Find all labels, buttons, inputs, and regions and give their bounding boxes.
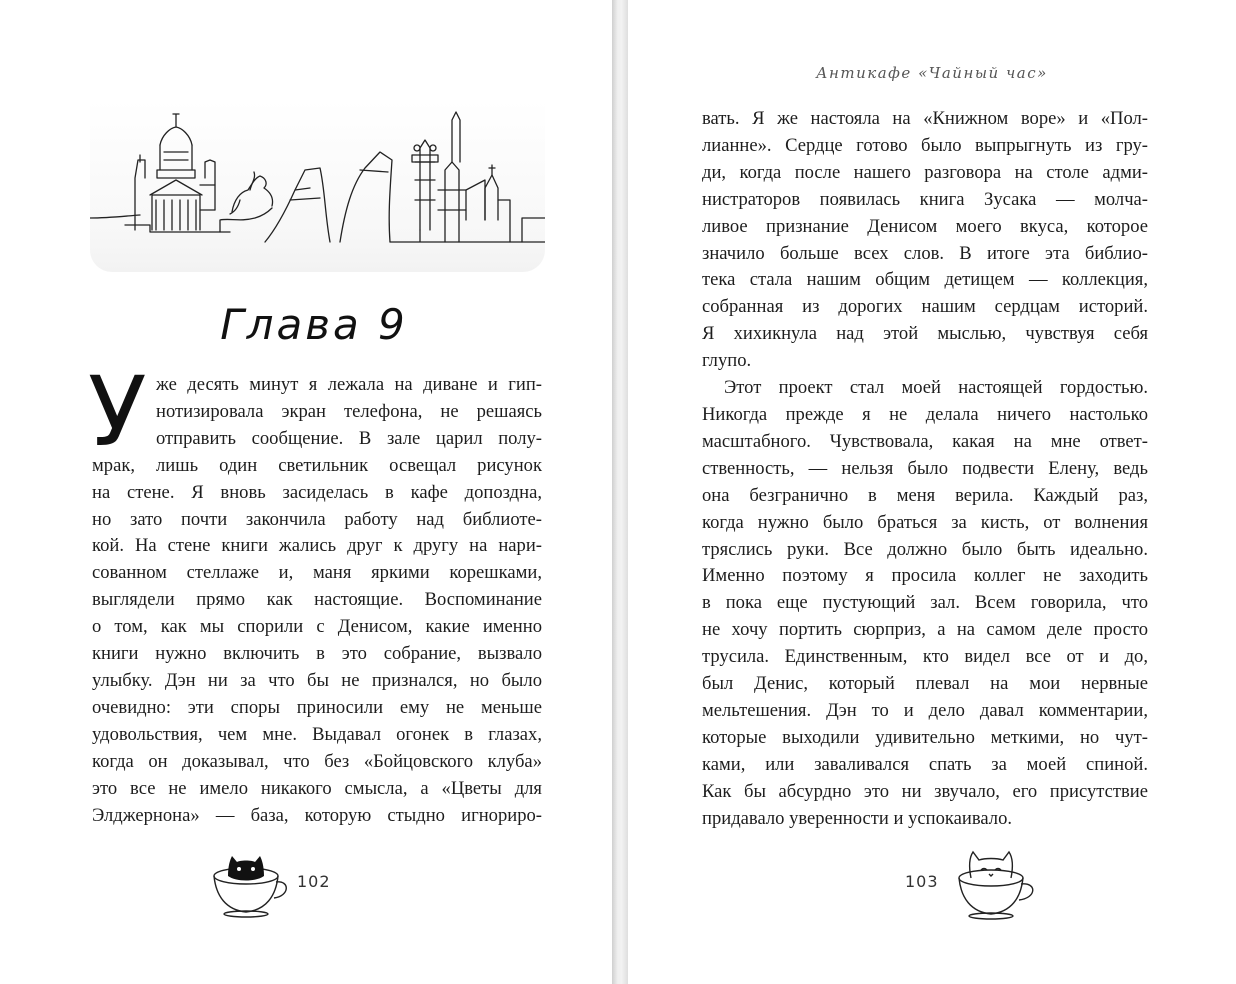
- text-line: ственность, — нельзя было подвести Елену, ведь: [702, 457, 1148, 479]
- page-number-right: 103: [905, 872, 939, 891]
- left-page: [0, 0, 612, 984]
- text-line: лианне». Сердце готово было выпрыгнуть из гру-: [702, 134, 1148, 156]
- text-line: Как бы абсурдно это ни звучало, его присутствие: [702, 780, 1148, 802]
- text-line: ливое признание Денисом моего вкуса, которое: [702, 215, 1148, 237]
- text-line: мельтешения. Дэн то и дело давал комментарии,: [702, 699, 1148, 721]
- text-line: масштабного. Чувствовала, какая на мне ответ-: [702, 430, 1148, 452]
- text-line: вать. Я же настояла на «Книжном воре» и «Пол-: [702, 108, 1148, 129]
- left-body-text: [92, 372, 542, 829]
- text-line: ками, или заваливался спать за моей спиной.: [702, 753, 1148, 775]
- text-line: глупо.: [702, 350, 752, 372]
- text-line: но зато почти закончила работу над библиоте-: [92, 508, 542, 530]
- text-line: когда он доказывал, что без «Бойцовского клуба»: [92, 750, 542, 772]
- right-body-text: [702, 106, 1148, 832]
- text-line: Элджернона» — база, которую стыдно игнориро-: [92, 804, 542, 826]
- text-line: трусила. Единственным, кто видел все от и до,: [702, 646, 1148, 668]
- text-line: это все не имело никакого смысла, а «Цветы для: [92, 777, 542, 799]
- text-line: сованном стеллаже и, маня яркими корешками,: [92, 562, 542, 584]
- white-cat-in-teacup-icon: [955, 848, 1037, 920]
- text-line: Никогда прежде я не делала ничего настолько: [702, 403, 1148, 425]
- text-line: на стене. Я вновь засиделась в кафе допоздна,: [92, 481, 542, 503]
- text-line: очевидно: эти споры приносили ему не меньше: [92, 696, 542, 718]
- text-line: когда нужно было браться за кисть, от волнения: [702, 511, 1148, 533]
- text-line: Именно поэтому я просила коллег не заходить: [702, 565, 1148, 587]
- text-line: нотизировала экран телефона, не решаясь: [156, 400, 542, 422]
- text-line: которые выходили удивительно меткими, но чут-: [702, 726, 1148, 748]
- text-line: в пока еще пустующий зал. Всем говорила, что: [702, 592, 1148, 614]
- text-line: нистраторов появилась книга Зусака — молча-: [702, 188, 1148, 210]
- text-line: Я хихикнула над этой мыслью, чувствуя себя: [702, 323, 1148, 345]
- book-gutter: [612, 0, 628, 984]
- page-number-left: 102: [297, 872, 331, 891]
- text-line: не хочу портить сюрприз, а на самом деле просто: [702, 619, 1148, 641]
- text-line: собранная из дорогих нашим сердцам историй.: [702, 296, 1148, 318]
- text-line: тека стала нашим общим детищем — коллекция,: [702, 269, 1148, 291]
- text-line: же десять минут я лежала на диване и гип-: [156, 374, 542, 395]
- text-line: значило больше всех слов. В итоге эта библио-: [702, 242, 1148, 264]
- text-line: тряслись руки. Все должно было быть идеально.: [702, 538, 1148, 560]
- skyline-illustration: [90, 100, 545, 272]
- text-line: был Денис, который плевал на мои нервные: [702, 673, 1148, 695]
- text-line: выглядели прямо как настоящие. Воспоминание: [92, 589, 542, 611]
- drop-cap: У: [88, 356, 147, 468]
- text-line: отправить сообщение. В зале царил полу-: [156, 427, 542, 449]
- black-cat-in-teacup-icon: [210, 852, 290, 918]
- text-line: о том, как мы спорили с Денисом, какие именно: [92, 616, 542, 638]
- running-head: Антикафе «Чайный час»: [816, 64, 1048, 82]
- text-line: удовольствия, чем мне. Выдавал огонек в глазах,: [92, 723, 542, 745]
- text-line: книги нужно включить в это собрание, вызвало: [92, 643, 542, 665]
- chapter-title: Глава 9: [220, 300, 408, 349]
- text-line: Этот проект стал моей настоящей гордостью.: [724, 377, 1148, 399]
- text-line: улыбку. Дэн ни за что бы не признался, но было: [92, 669, 542, 691]
- text-line: она безгранично в меня верила. Каждый раз,: [702, 484, 1148, 506]
- text-line: мрак, лишь один светильник освещал рисунок: [92, 454, 542, 476]
- text-line: кой. На стене книги жались друг к другу на нари-: [92, 535, 542, 557]
- text-line: придавало уверенности и успокаивало.: [702, 807, 1013, 829]
- text-line: ди, когда после нашего разговора на столе адми-: [702, 161, 1148, 183]
